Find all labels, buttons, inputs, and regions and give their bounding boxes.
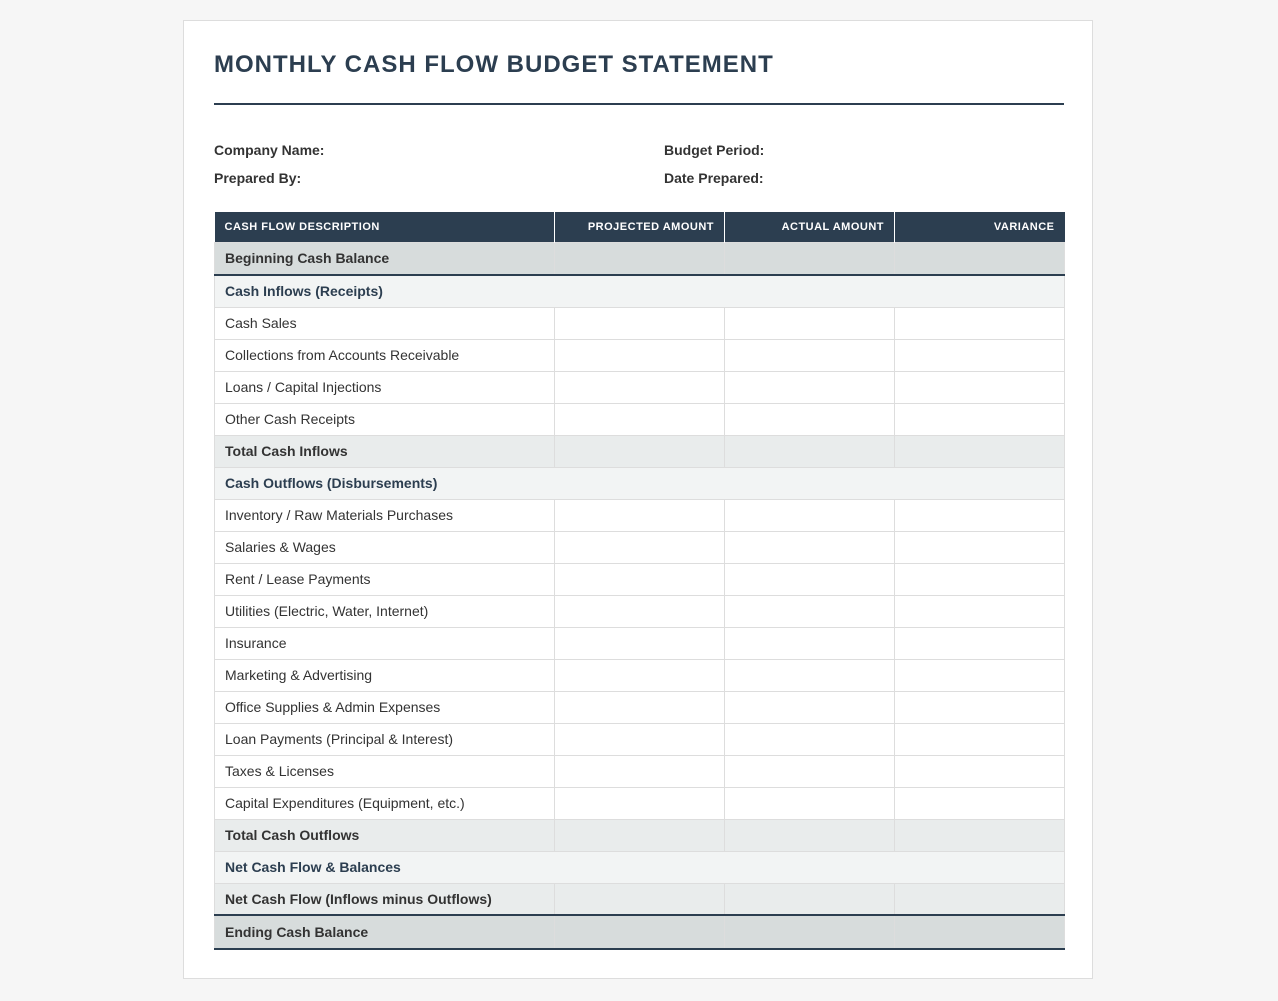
actual-amount-cell[interactable] [725, 307, 895, 339]
table-row [215, 755, 1065, 787]
variance-cell[interactable] [895, 755, 1065, 787]
projected-amount-cell[interactable] [555, 435, 725, 467]
table-header-row [215, 212, 1065, 242]
actual-amount-cell[interactable] [725, 659, 895, 691]
variance-cell[interactable] [895, 883, 1065, 915]
projected-amount-cell[interactable] [555, 819, 725, 851]
page-title: MONTHLY CASH FLOW BUDGET STATEMENT [214, 51, 774, 78]
variance-cell[interactable] [895, 627, 1065, 659]
projected-amount-cell[interactable] [555, 915, 725, 949]
title-divider [214, 103, 1064, 105]
prepared-by-label: Prepared By: [214, 170, 302, 186]
projected-amount-cell[interactable] [555, 339, 725, 371]
variance-cell[interactable] [895, 435, 1065, 467]
actual-amount-cell[interactable] [725, 723, 895, 755]
table-row [215, 883, 1065, 915]
actual-amount-cell[interactable] [725, 595, 895, 627]
row-label: Utilities (Electric, Water, Internet) [215, 595, 555, 627]
cash-flow-table [214, 212, 1065, 950]
row-label: Cash Sales [215, 307, 555, 339]
actual-amount-cell[interactable] [725, 883, 895, 915]
table-row [215, 691, 1065, 723]
table-row [215, 307, 1065, 339]
row-label: Cash Inflows (Receipts) [215, 275, 1065, 307]
row-label: Total Cash Outflows [215, 819, 555, 851]
variance-cell[interactable] [895, 787, 1065, 819]
projected-amount-cell[interactable] [555, 307, 725, 339]
row-label: Loans / Capital Injections [215, 371, 555, 403]
projected-amount-cell[interactable] [555, 691, 725, 723]
projected-amount-cell[interactable] [555, 499, 725, 531]
row-label: Rent / Lease Payments [215, 563, 555, 595]
projected-amount-cell[interactable] [555, 659, 725, 691]
variance-cell[interactable] [895, 691, 1065, 723]
header-projected-amount: PROJECTED AMOUNT [555, 212, 725, 242]
variance-cell[interactable] [895, 531, 1065, 563]
table-row [215, 435, 1065, 467]
variance-cell[interactable] [895, 339, 1065, 371]
row-label: Other Cash Receipts [215, 403, 555, 435]
row-label: Ending Cash Balance [215, 915, 555, 949]
row-label: Capital Expenditures (Equipment, etc.) [215, 787, 555, 819]
row-label: Cash Outflows (Disbursements) [215, 467, 1065, 499]
actual-amount-cell[interactable] [725, 339, 895, 371]
actual-amount-cell[interactable] [725, 755, 895, 787]
header-variance: VARIANCE [895, 212, 1065, 242]
table-row [215, 819, 1065, 851]
projected-amount-cell[interactable] [555, 787, 725, 819]
projected-amount-cell[interactable] [555, 403, 725, 435]
actual-amount-cell[interactable] [725, 627, 895, 659]
actual-amount-cell[interactable] [725, 371, 895, 403]
header-description: CASH FLOW DESCRIPTION [215, 212, 555, 242]
row-label: Beginning Cash Balance [215, 242, 555, 275]
actual-amount-cell[interactable] [725, 563, 895, 595]
projected-amount-cell[interactable] [555, 371, 725, 403]
section-row [215, 467, 1065, 499]
table-row [215, 563, 1065, 595]
actual-amount-cell[interactable] [725, 915, 895, 949]
table-row [215, 595, 1065, 627]
meta-fields [214, 141, 1064, 201]
actual-amount-cell[interactable] [725, 691, 895, 723]
projected-amount-cell[interactable] [555, 883, 725, 915]
table-row [215, 659, 1065, 691]
variance-cell[interactable] [895, 595, 1065, 627]
table-row [215, 787, 1065, 819]
table-body [215, 242, 1065, 949]
header-actual-amount: ACTUAL AMOUNT [725, 212, 895, 242]
projected-amount-cell[interactable] [555, 723, 725, 755]
table-row [215, 499, 1065, 531]
variance-cell[interactable] [895, 499, 1065, 531]
date-prepared-label: Date Prepared: [664, 170, 764, 186]
row-label: Inventory / Raw Materials Purchases [215, 499, 555, 531]
row-label: Taxes & Licenses [215, 755, 555, 787]
table-row [215, 531, 1065, 563]
projected-amount-cell[interactable] [555, 755, 725, 787]
row-label: Insurance [215, 627, 555, 659]
variance-cell[interactable] [895, 819, 1065, 851]
row-label: Collections from Accounts Receivable [215, 339, 555, 371]
row-label: Net Cash Flow (Inflows minus Outflows) [215, 883, 555, 915]
table-row [215, 242, 1065, 275]
actual-amount-cell[interactable] [725, 787, 895, 819]
actual-amount-cell[interactable] [725, 242, 895, 275]
section-row [215, 851, 1065, 883]
row-label: Office Supplies & Admin Expenses [215, 691, 555, 723]
projected-amount-cell[interactable] [555, 563, 725, 595]
actual-amount-cell[interactable] [725, 403, 895, 435]
variance-cell[interactable] [895, 371, 1065, 403]
row-label: Loan Payments (Principal & Interest) [215, 723, 555, 755]
variance-cell[interactable] [895, 915, 1065, 949]
projected-amount-cell[interactable] [555, 595, 725, 627]
table-row [215, 339, 1065, 371]
table-row [215, 371, 1065, 403]
budget-sheet [183, 20, 1093, 979]
variance-cell[interactable] [895, 723, 1065, 755]
row-label: Net Cash Flow & Balances [215, 851, 1065, 883]
variance-cell[interactable] [895, 659, 1065, 691]
projected-amount-cell[interactable] [555, 627, 725, 659]
actual-amount-cell[interactable] [725, 819, 895, 851]
table-row [215, 403, 1065, 435]
row-label: Salaries & Wages [215, 531, 555, 563]
table-row [215, 723, 1065, 755]
section-row [215, 275, 1065, 307]
variance-cell[interactable] [895, 242, 1065, 275]
projected-amount-cell[interactable] [555, 531, 725, 563]
table-row [215, 627, 1065, 659]
company-name-label: Company Name: [214, 142, 325, 158]
actual-amount-cell[interactable] [725, 499, 895, 531]
budget-period-label: Budget Period: [664, 142, 765, 158]
table-row [215, 915, 1065, 949]
variance-cell[interactable] [895, 307, 1065, 339]
actual-amount-cell[interactable] [725, 435, 895, 467]
actual-amount-cell[interactable] [725, 531, 895, 563]
row-label: Total Cash Inflows [215, 435, 555, 467]
projected-amount-cell[interactable] [555, 242, 725, 275]
row-label: Marketing & Advertising [215, 659, 555, 691]
variance-cell[interactable] [895, 563, 1065, 595]
variance-cell[interactable] [895, 403, 1065, 435]
